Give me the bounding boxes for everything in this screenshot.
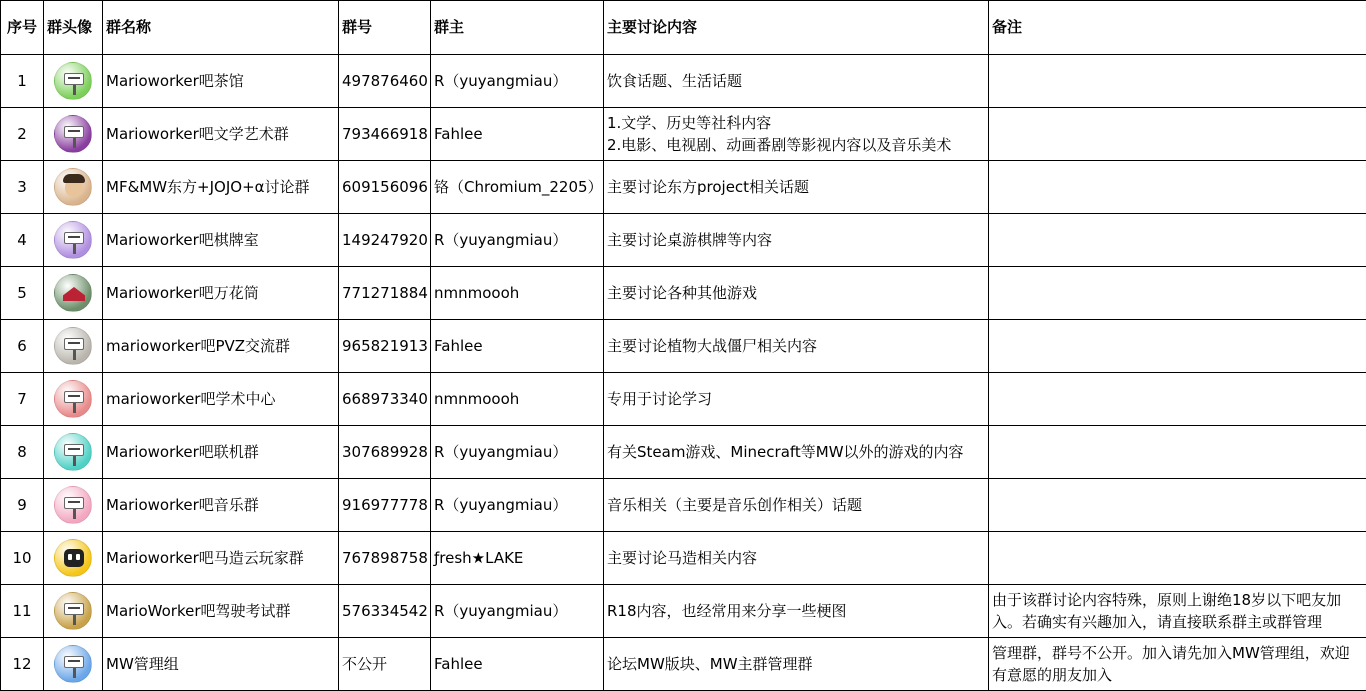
house-icon	[54, 274, 92, 312]
signpost-icon	[54, 645, 92, 683]
row-name: MF&MW东方+JOJO+α讨论群	[103, 161, 339, 214]
row-avatar	[44, 108, 103, 161]
row-owner: R（yuyangmiau）	[431, 426, 604, 479]
row-topic: R18内容，也经常用来分享一些梗图	[604, 585, 989, 638]
row-index: 5	[1, 267, 44, 320]
row-owner: R（yuyangmiau）	[431, 585, 604, 638]
row-owner: 铬（Chromium_2205）	[431, 161, 604, 214]
row-topic: 主要讨论桌游棋牌等内容	[604, 214, 989, 267]
row-index: 10	[1, 532, 44, 585]
header-index: 序号	[1, 1, 44, 55]
row-name: marioworker吧学术中心	[103, 373, 339, 426]
table-row	[1, 108, 1366, 161]
row-owner: nmnmoooh	[431, 267, 604, 320]
row-name: Marioworker吧万花筒	[103, 267, 339, 320]
row-avatar	[44, 426, 103, 479]
row-avatar	[44, 532, 103, 585]
header-owner: 群主	[431, 1, 604, 55]
row-avatar	[44, 55, 103, 108]
row-name: marioworker吧PVZ交流群	[103, 320, 339, 373]
row-index: 3	[1, 161, 44, 214]
row-number: 916977778	[339, 479, 431, 532]
table-row	[1, 585, 1366, 638]
robot-icon	[54, 539, 92, 577]
row-owner: Fahlee	[431, 638, 604, 691]
row-name: MW管理组	[103, 638, 339, 691]
row-avatar	[44, 638, 103, 691]
row-note: 由于该群讨论内容特殊，原则上谢绝18岁以下吧友加入。若确实有兴趣加入，请直接联系群主或群管理	[989, 585, 1366, 638]
header-avatar: 群头像	[44, 1, 103, 55]
row-name: MarioWorker吧驾驶考试群	[103, 585, 339, 638]
table-row	[1, 267, 1366, 320]
row-number: 668973340	[339, 373, 431, 426]
row-index: 2	[1, 108, 44, 161]
table-row	[1, 532, 1366, 585]
row-note	[989, 532, 1366, 585]
row-note: 管理群，群号不公开。加入请先加入MW管理组，欢迎有意愿的朋友加入	[989, 638, 1366, 691]
signpost-icon	[54, 62, 92, 100]
row-note	[989, 108, 1366, 161]
row-index: 7	[1, 373, 44, 426]
row-topic: 饮食话题、生活话题	[604, 55, 989, 108]
header-name: 群名称	[103, 1, 339, 55]
row-avatar	[44, 373, 103, 426]
row-number: 不公开	[339, 638, 431, 691]
row-index: 4	[1, 214, 44, 267]
row-topic: 1.文学、历史等社科内容 2.电影、电视剧、动画番剧等影视内容以及音乐美术	[604, 108, 989, 161]
table-row	[1, 161, 1366, 214]
signpost-icon	[54, 115, 92, 153]
table-row	[1, 479, 1366, 532]
row-avatar	[44, 479, 103, 532]
row-number: 149247920	[339, 214, 431, 267]
row-topic: 专用于讨论学习	[604, 373, 989, 426]
table-row	[1, 426, 1366, 479]
header-number: 群号	[339, 1, 431, 55]
row-name: Marioworker吧音乐群	[103, 479, 339, 532]
row-index: 6	[1, 320, 44, 373]
row-number: 793466918	[339, 108, 431, 161]
row-note	[989, 373, 1366, 426]
row-avatar	[44, 585, 103, 638]
row-note	[989, 161, 1366, 214]
row-owner: R（yuyangmiau）	[431, 479, 604, 532]
row-topic: 主要讨论植物大战僵尸相关内容	[604, 320, 989, 373]
table-row	[1, 373, 1366, 426]
row-topic: 有关Steam游戏、Minecraft等MW以外的游戏的内容	[604, 426, 989, 479]
table-row	[1, 55, 1366, 108]
row-index: 9	[1, 479, 44, 532]
row-avatar	[44, 267, 103, 320]
row-number: 965821913	[339, 320, 431, 373]
row-name: Marioworker吧文学艺术群	[103, 108, 339, 161]
row-owner: Fahlee	[431, 108, 604, 161]
row-number: 307689928	[339, 426, 431, 479]
row-note	[989, 214, 1366, 267]
row-index: 1	[1, 55, 44, 108]
row-topic: 音乐相关（主要是音乐创作相关）话题	[604, 479, 989, 532]
table-row	[1, 638, 1366, 691]
table-row	[1, 214, 1366, 267]
row-index: 11	[1, 585, 44, 638]
header-row	[1, 1, 1366, 55]
table-row	[1, 320, 1366, 373]
signpost-icon	[54, 433, 92, 471]
row-owner: R（yuyangmiau）	[431, 55, 604, 108]
header-note: 备注	[989, 1, 1366, 55]
portrait-icon	[54, 168, 92, 206]
row-number: 576334542	[339, 585, 431, 638]
row-avatar	[44, 161, 103, 214]
header-topic: 主要讨论内容	[604, 1, 989, 55]
row-note	[989, 479, 1366, 532]
row-name: Marioworker吧茶馆	[103, 55, 339, 108]
row-owner: Fahlee	[431, 320, 604, 373]
row-note	[989, 320, 1366, 373]
row-topic: 主要讨论各种其他游戏	[604, 267, 989, 320]
signpost-icon	[54, 221, 92, 259]
row-name: Marioworker吧联机群	[103, 426, 339, 479]
row-name: Marioworker吧棋牌室	[103, 214, 339, 267]
row-number: 609156096	[339, 161, 431, 214]
row-number: 767898758	[339, 532, 431, 585]
row-note	[989, 55, 1366, 108]
row-owner: R（yuyangmiau）	[431, 214, 604, 267]
row-topic: 论坛MW版块、MW主群管理群	[604, 638, 989, 691]
signpost-icon	[54, 380, 92, 418]
row-index: 12	[1, 638, 44, 691]
signpost-icon	[54, 486, 92, 524]
row-number: 771271884	[339, 267, 431, 320]
row-note	[989, 426, 1366, 479]
row-topic: 主要讨论东方project相关话题	[604, 161, 989, 214]
row-avatar	[44, 320, 103, 373]
row-owner: ƒresh★LAKE	[431, 532, 604, 585]
signpost-icon	[54, 327, 92, 365]
row-topic: 主要讨论马造相关内容	[604, 532, 989, 585]
signpost-icon	[54, 592, 92, 630]
row-index: 8	[1, 426, 44, 479]
row-avatar	[44, 214, 103, 267]
row-note	[989, 267, 1366, 320]
row-number: 497876460	[339, 55, 431, 108]
row-name: Marioworker吧马造云玩家群	[103, 532, 339, 585]
row-owner: nmnmoooh	[431, 373, 604, 426]
